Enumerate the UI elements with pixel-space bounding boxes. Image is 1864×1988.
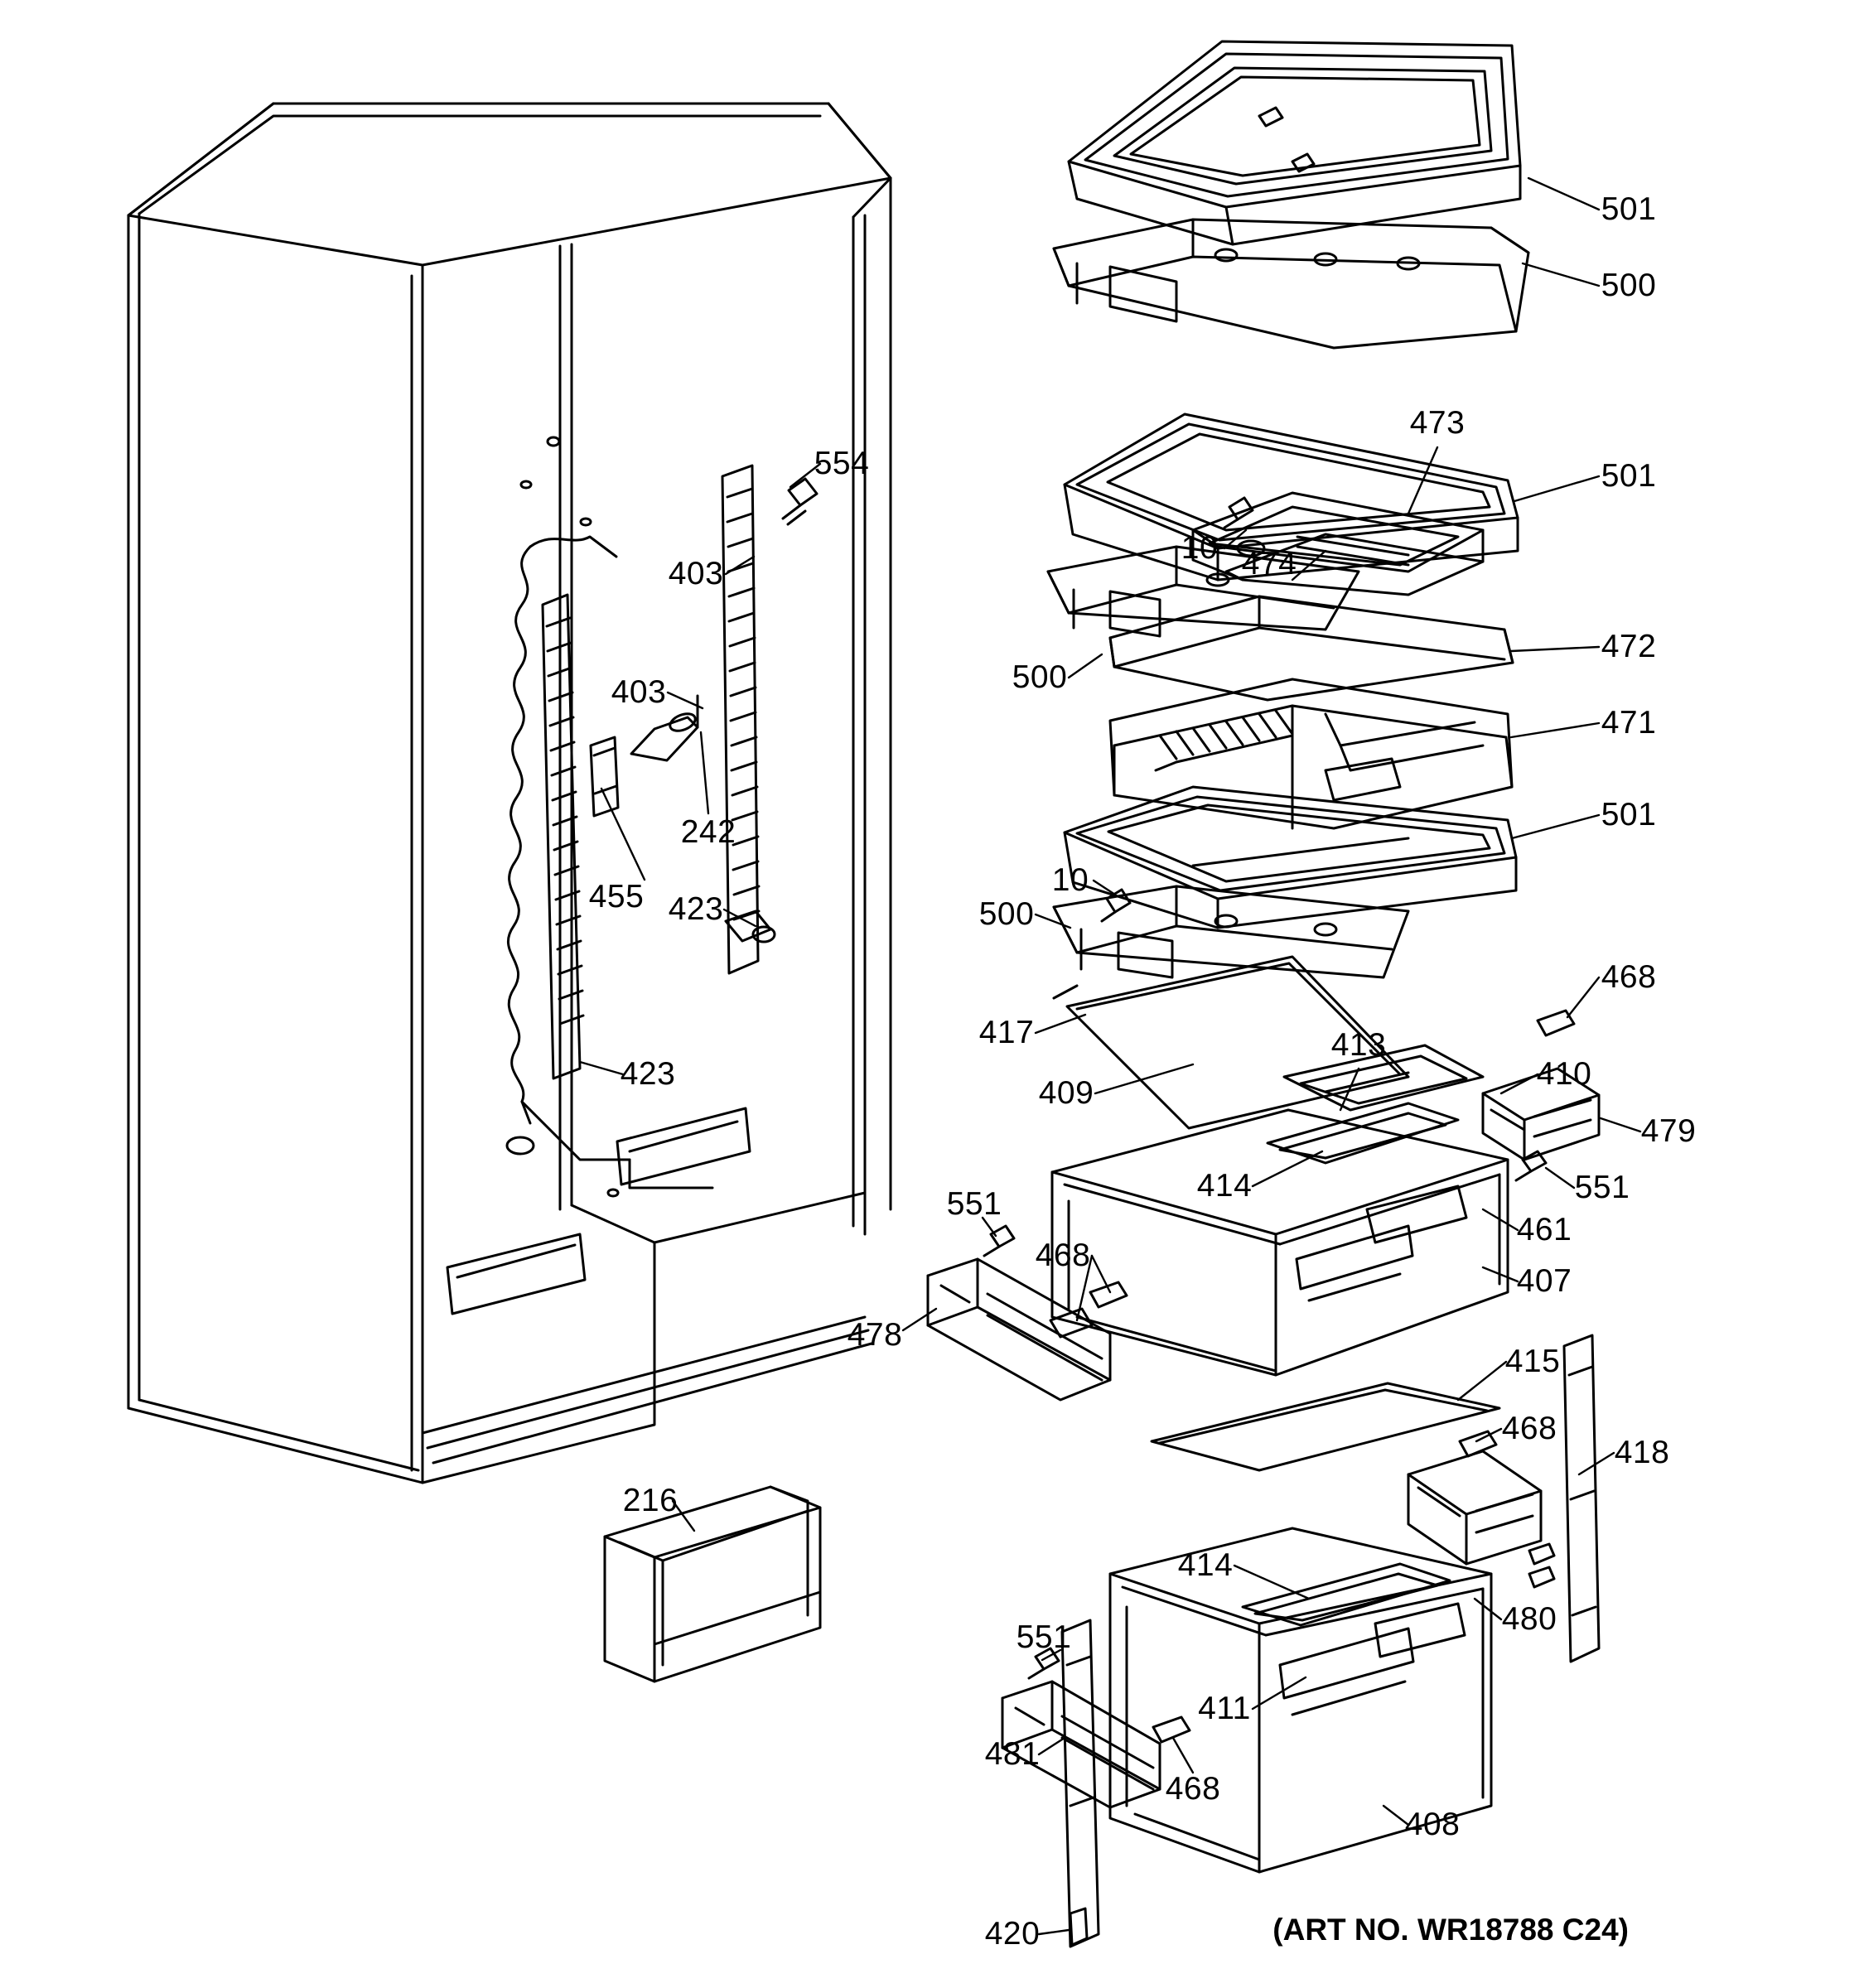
callout-481: 481 [984,1736,1041,1772]
callout-468-left: 468 [1035,1238,1091,1273]
callout-501-top: 501 [1601,191,1657,227]
callout-480: 480 [1501,1601,1557,1637]
lamp-assembly-473-474 [1193,493,1483,595]
clip-468-left-upper [1050,1282,1127,1337]
callout-403-left: 403 [611,674,667,710]
shelf-472 [1110,596,1513,700]
screw-554 [783,479,817,524]
callout-472: 472 [1601,629,1657,664]
callout-411: 411 [1198,1691,1251,1726]
drawer-handle-414-lower [1243,1564,1450,1625]
callout-403-right: 403 [668,556,724,591]
stud-423-right [726,911,775,942]
callout-414-lower: 414 [1177,1547,1234,1583]
callout-418: 418 [1614,1435,1670,1470]
cabinet-liner-assembly [128,104,891,1483]
callout-551-lower: 551 [1016,1619,1072,1655]
callout-10-upper: 10 [1181,530,1219,566]
part-417 [1054,986,1077,998]
callout-551-right: 551 [1574,1170,1630,1205]
callout-420: 420 [984,1916,1041,1952]
callout-414-upper: 414 [1196,1168,1253,1204]
shelf-ladder-left [543,595,583,1078]
callout-474: 474 [1241,546,1297,581]
callout-500-third: 500 [978,896,1035,932]
shelf-frame-501-third [1065,787,1516,928]
callout-554: 554 [814,446,870,481]
callout-413: 413 [1330,1027,1387,1063]
callout-478: 478 [847,1317,903,1353]
shelf-bracket-500-top [1054,220,1528,348]
callout-423-lower: 423 [620,1056,676,1092]
callout-479: 479 [1640,1113,1697,1149]
callout-500-second: 500 [1012,659,1068,695]
shelf-frame-501-top [1069,41,1520,244]
art-number-label: (ART NO. WR18788 C24) [1272,1913,1629,1947]
callout-468-upper: 468 [1601,959,1657,995]
callout-500-top: 500 [1601,268,1657,303]
callout-10-lower: 10 [1051,862,1089,898]
glass-cover-415 [1152,1383,1499,1470]
callout-407: 407 [1516,1263,1572,1299]
callout-473: 473 [1409,405,1466,441]
callout-410: 410 [1536,1056,1592,1092]
slide-rail-480 [1408,1451,1554,1587]
callout-471: 471 [1601,705,1657,741]
callout-216: 216 [622,1483,678,1518]
callout-423-upper: 423 [668,891,724,927]
part-455 [591,737,618,816]
screw-551-right-upper [1516,1151,1546,1180]
callout-455: 455 [588,879,645,914]
callout-468-right: 468 [1501,1411,1557,1446]
callout-468-lower: 468 [1165,1771,1221,1807]
callout-461: 461 [1516,1212,1572,1247]
callout-408: 408 [1404,1807,1461,1842]
callout-551-left: 551 [946,1186,1002,1222]
screw-551-left-upper [984,1226,1014,1256]
shelf-ladder-right [722,466,759,973]
clip-468-lower [1153,1717,1190,1742]
callout-501-third: 501 [1601,797,1657,832]
callout-415: 415 [1504,1344,1561,1379]
callout-409: 409 [1038,1075,1094,1111]
callout-501-second: 501 [1601,458,1657,494]
callout-242: 242 [680,814,736,850]
callout-417: 417 [978,1015,1035,1050]
vertical-rail-418 [1564,1335,1599,1662]
